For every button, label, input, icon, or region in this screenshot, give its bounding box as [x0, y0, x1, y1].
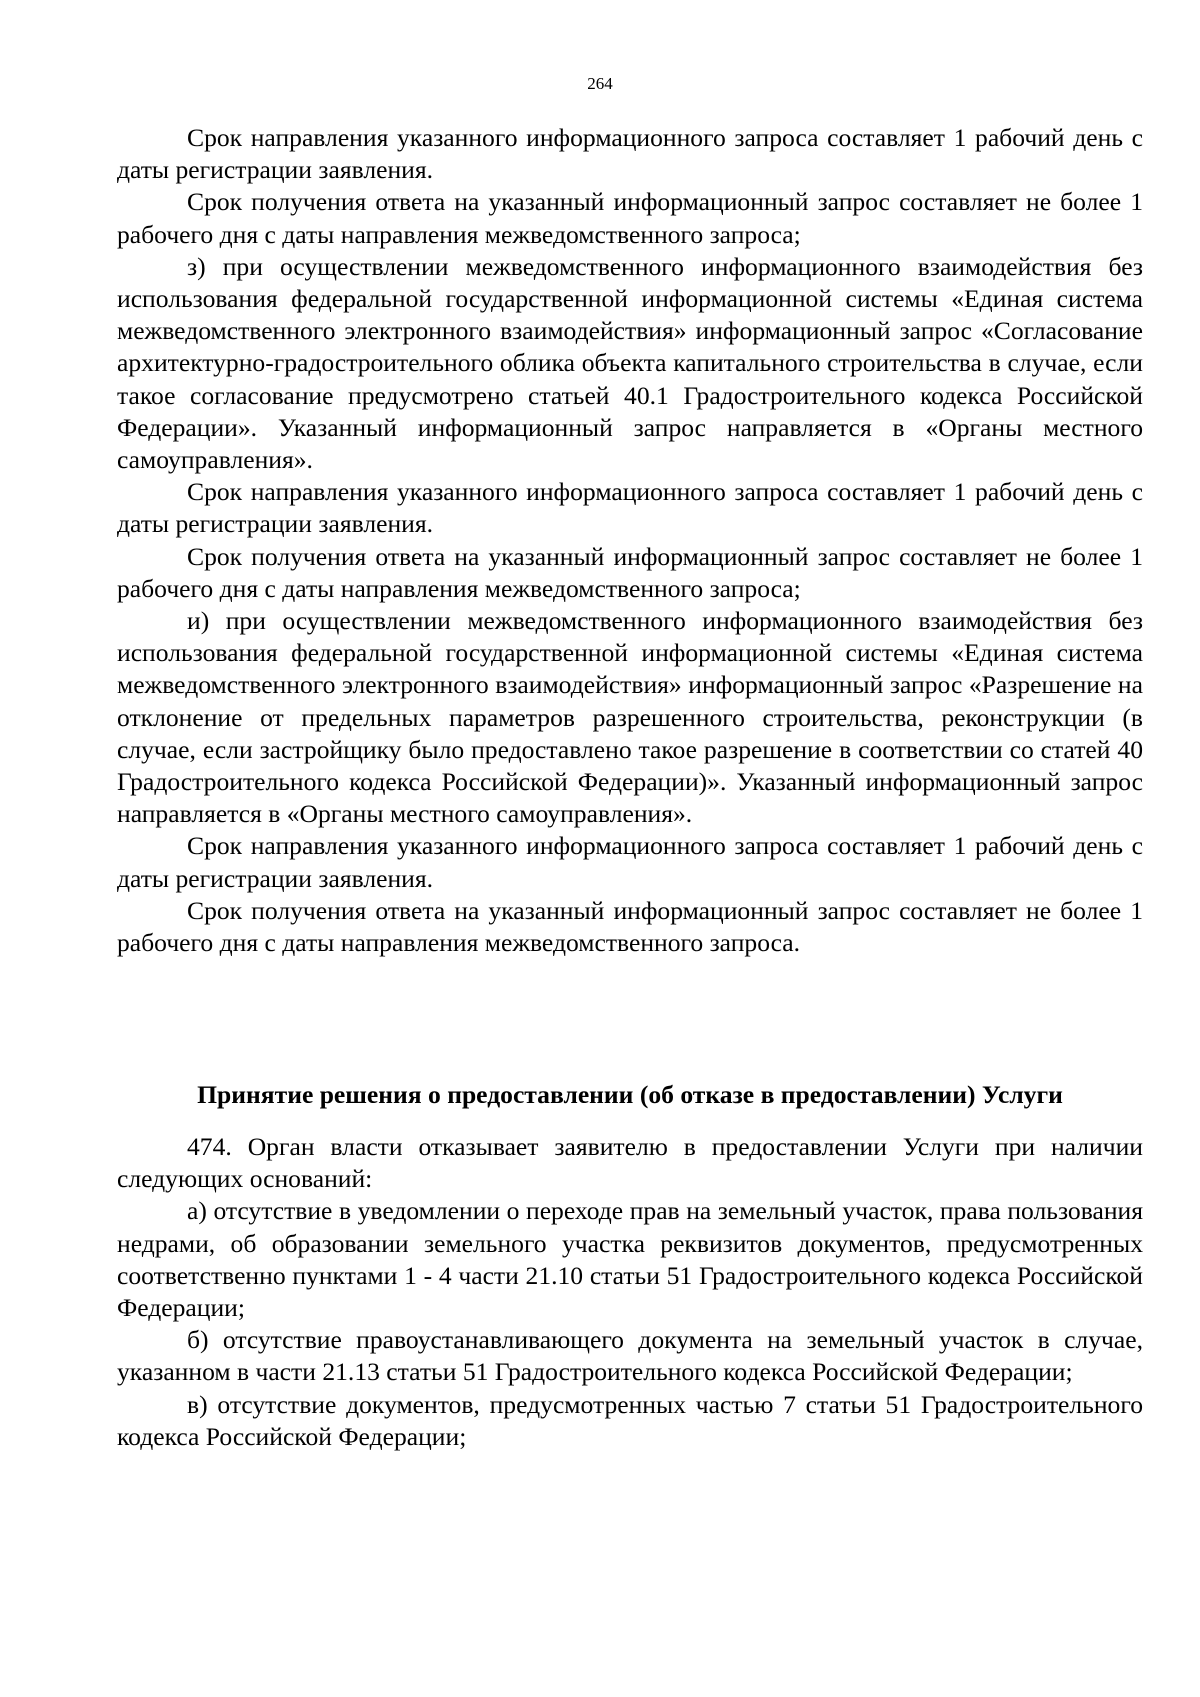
paragraph: Срок получения ответа на указанный информационный запрос составляет не более 1 рабочего дня с даты направления межведомственного запроса.	[117, 895, 1143, 958]
paragraph: в) отсутствие документов, предусмотренных частью 7 статьи 51 Градостроительного кодекса Российской Федерации;	[117, 1389, 1143, 1451]
section-heading: Принятие решения о предоставлении (об отказе в предоставлении) Услуги	[197, 1080, 1063, 1109]
paragraph: Срок направления указанного информационного запроса составляет 1 рабочий день с даты регистрации заявления.	[117, 831, 1143, 893]
paragraph: з) при осуществлении межведомственного информационного взаимодействия без использования федеральной государственной информационной системы «Единая система межведомственного электронного взаимодействия» информационный запрос «Согласование архитектурно-градостроительного облика объекта капитального строительства в случае, если такое согласование предусмотрено статьей 40.1 Градостроительного кодекса Российской Федерации». Указанный информационный запрос направляется в «Органы местного самоуправления».	[117, 251, 1143, 475]
body-text-lower	[117, 1131, 1143, 1453]
paragraph: б) отсутствие правоустанавливающего документа на земельный участок в случае, указанном в части 21.13 статьи 51 Градостроительного кодекса Российской Федерации;	[117, 1325, 1143, 1387]
paragraph: и) при осуществлении межведомственного информационного взаимодействия без использования федеральной государственной информационной системы «Единая система межведомственного электронного взаимодействия» информационный запрос «Разрешение на отклонение от предельных параметров разрешенного строительства, реконструкции (в случае, если застройщику было предоставлено такое разрешение в соответствии со статей 40 Градостроительного кодекса Российской Федерации)». Указанный информационный запрос направляется в «Органы местного самоуправления».	[117, 606, 1143, 829]
page-number: 264	[587, 74, 613, 93]
paragraph: 474. Орган власти отказывает заявителю в предоставлении Услуги при наличии следующих оснований:	[117, 1132, 1143, 1194]
paragraph: а) отсутствие в уведомлении о переходе прав на земельный участок, права пользования недрами, об образовании земельного участка реквизитов документов, предусмотренных соответственно пунктами 1 - 4 части 21.10 статьи 51 Градостроительного кодекса Российской Федерации;	[117, 1196, 1143, 1323]
paragraph: Срок направления указанного информационного запроса составляет 1 рабочий день с даты регистрации заявления.	[117, 123, 1143, 185]
paragraph: Срок получения ответа на указанный информационный запрос составляет не более 1 рабочего дня с даты направления межведомственного запроса;	[117, 541, 1143, 603]
paragraph: Срок направления указанного информационного запроса составляет 1 рабочий день с даты регистрации заявления.	[117, 477, 1143, 539]
paragraph: Срок получения ответа на указанный информационный запрос составляет не более 1 рабочего дня с даты направления межведомственного запроса;	[117, 187, 1143, 249]
body-text-upper	[117, 122, 1143, 959]
